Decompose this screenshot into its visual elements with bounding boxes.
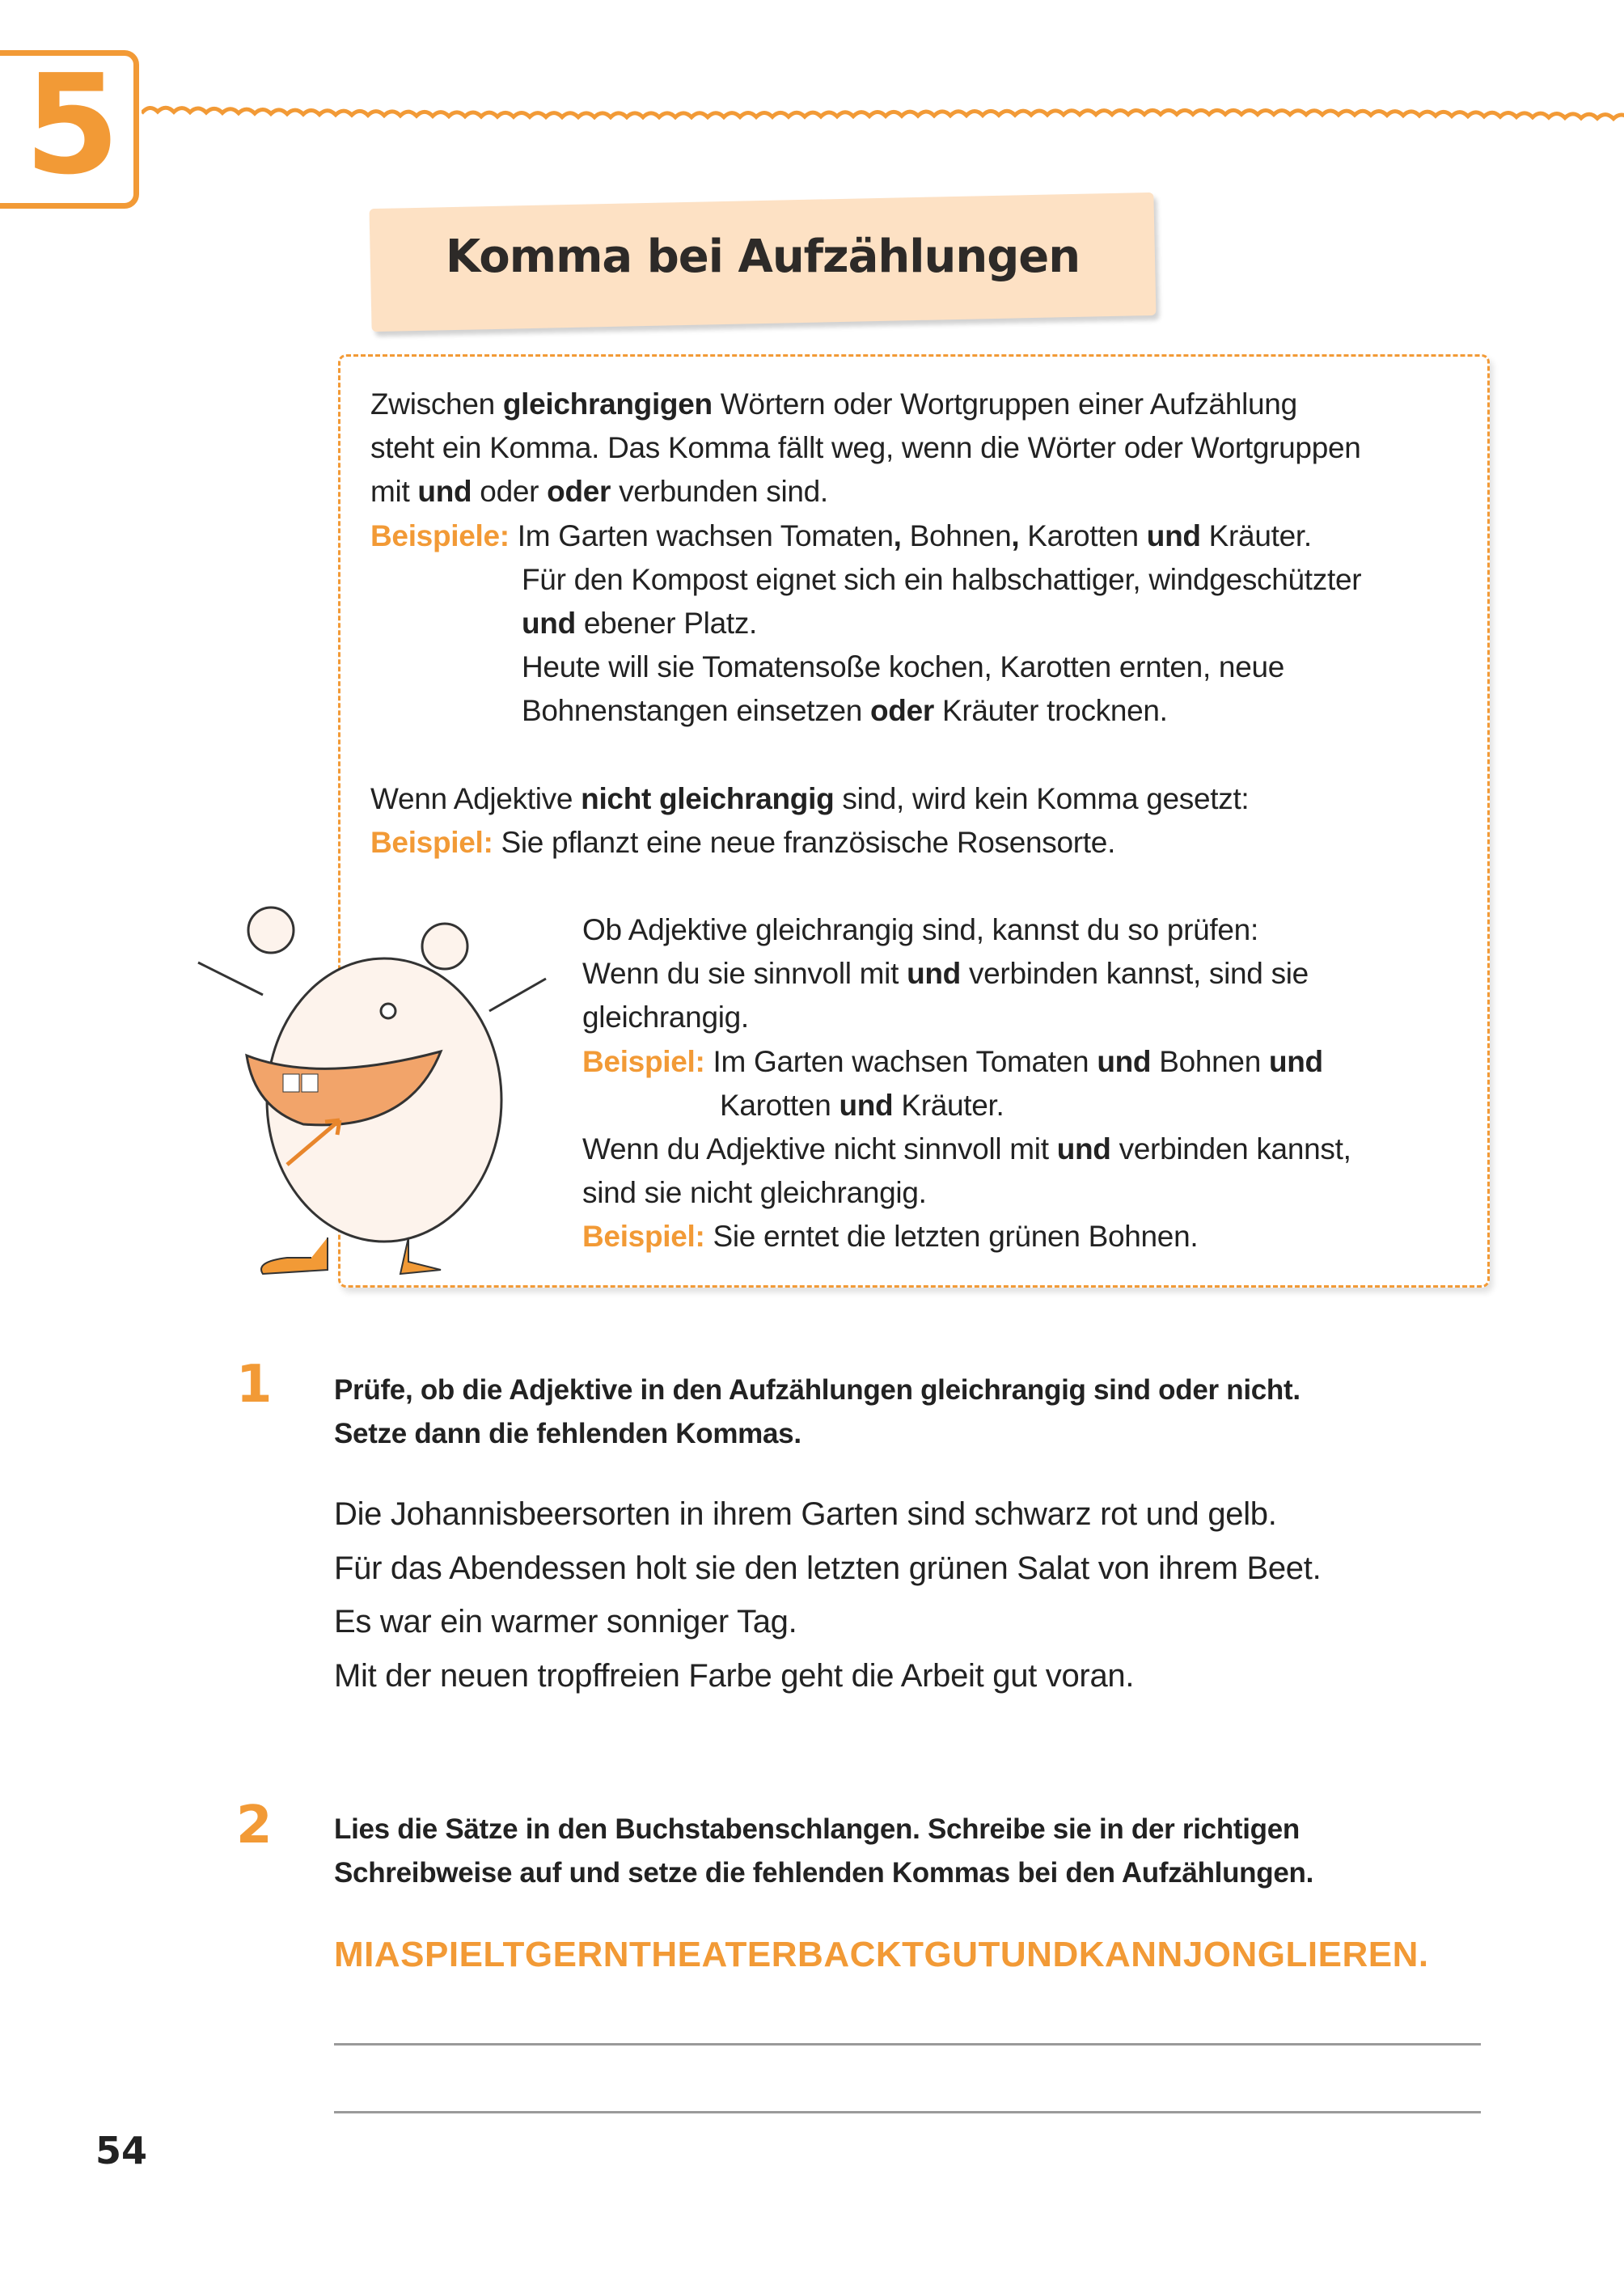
text-line	[522, 649, 1284, 685]
task-2-instruction: Schreibweise auf und setze die fehlenden Kommas bei den Aufzählungen.	[334, 1857, 1313, 1889]
task-1-sentence: Die Johannisbeersorten in ihrem Garten sind schwarz rot und gelb.	[334, 1496, 1277, 1532]
task-1-instruction: Setze dann die fehlenden Kommas.	[334, 1418, 801, 1449]
text-line	[582, 1000, 749, 1035]
bold-text: und	[1268, 1044, 1323, 1078]
task-1-instruction: Prüfe, ob die Adjektive in den Aufzählungen gleichrangig sind oder nicht.	[334, 1374, 1300, 1406]
text: Wenn du Adjektive nicht sinnvoll mit	[582, 1132, 1057, 1166]
monster-illustration	[166, 890, 586, 1286]
text-line	[582, 1044, 1323, 1080]
text: Zwischen	[370, 387, 503, 421]
text: Kräuter.	[893, 1088, 1004, 1122]
bold-text: oder	[869, 694, 934, 728]
bold-text: gleichrangigen	[502, 387, 713, 421]
example-label: Beispiel:	[370, 826, 493, 859]
text: Bohnen	[1151, 1044, 1269, 1078]
page-title: Komma bei Aufzählungen	[445, 231, 1081, 283]
text: ebener Platz.	[575, 607, 758, 640]
text: verbunden sind.	[611, 475, 828, 509]
text: Sie erntet die letzten grünen Bohnen.	[704, 1220, 1199, 1254]
text: Karotten	[1019, 518, 1147, 552]
text: Wenn du sie sinnvoll mit	[582, 957, 907, 991]
bold-text: und	[1146, 518, 1201, 552]
bold-text: und	[839, 1088, 894, 1122]
text-line	[582, 956, 1309, 992]
text: verbinden kannst,	[1110, 1132, 1351, 1166]
task-1-sentence: Es war ein warmer sonniger Tag.	[334, 1604, 797, 1639]
text: oder	[472, 475, 548, 509]
text: Ob Adjektive gleichrangig sind, kannst du so prüfen:	[582, 913, 1258, 946]
chapter-number: 5	[24, 45, 121, 205]
text: steht ein Komma. Das Komma fällt weg, wenn die Wörter oder Wortgruppen	[370, 431, 1361, 465]
text: Wörtern oder Wortgruppen einer Aufzählung	[712, 387, 1297, 421]
task-1-sentence: Mit der neuen tropffreien Farbe geht die Arbeit gut voran.	[334, 1658, 1135, 1694]
letter-snake: MIASPIELTGERNTHEATERBACKTGUTUNDKANNJONGLIEREN.	[334, 1935, 1429, 1974]
text-line	[370, 781, 1249, 817]
text: Kräuter trocknen.	[933, 694, 1168, 728]
text-line	[582, 1132, 1351, 1167]
text-line	[370, 825, 1115, 861]
task-2-number: 2	[236, 1796, 273, 1855]
text: mit	[370, 475, 418, 509]
bold-text: und	[522, 607, 576, 640]
task-1-sentence: Für das Abendessen holt sie den letzten grünen Salat von ihrem Beet.	[334, 1551, 1322, 1586]
bold-text: und	[1056, 1132, 1111, 1166]
text: Wenn Adjektive	[370, 781, 582, 815]
bold-text: ,	[893, 518, 902, 552]
writing-line[interactable]	[334, 2043, 1481, 2046]
text: sind sie nicht gleichrangig.	[582, 1176, 927, 1210]
text: Im Garten wachsen Tomaten	[704, 1044, 1097, 1078]
bold-text: nicht gleichrangig	[581, 781, 835, 815]
text-line	[370, 518, 1312, 554]
text-line	[720, 1088, 1004, 1123]
bold-text: und	[417, 475, 472, 509]
example-label: Beispiel:	[582, 1044, 705, 1078]
example-label: Beispiele:	[370, 518, 510, 552]
text: Im Garten wachsen Tomaten	[509, 518, 894, 552]
text: Heute will sie Tomatensoße kochen, Karotten ernten, neue	[522, 650, 1285, 684]
text-line	[522, 693, 1168, 729]
text: sind, wird kein Komma gesetzt:	[834, 781, 1250, 815]
text-line	[370, 474, 828, 510]
text: verbinden kannst, sind sie	[960, 957, 1309, 991]
wavy-line	[142, 108, 1624, 119]
bold-text: oder	[547, 475, 611, 509]
text-line	[582, 1175, 927, 1211]
text: Kräuter.	[1200, 518, 1312, 552]
text: Bohnenstangen einsetzen	[522, 694, 870, 728]
text: gleichrangig.	[582, 1001, 749, 1034]
bold-text: und	[907, 957, 961, 991]
text: Für den Kompost eignet sich ein halbschattiger, windgeschützter	[522, 562, 1362, 596]
text-line	[582, 912, 1258, 948]
text-line	[522, 562, 1361, 598]
page-number: 54	[95, 2129, 148, 2172]
text-line	[370, 430, 1361, 466]
wavy-divider	[142, 89, 1624, 137]
text: Bohnen	[901, 518, 1012, 552]
writing-line[interactable]	[334, 2111, 1481, 2113]
task-1-number: 1	[236, 1355, 273, 1415]
text: Karotten	[720, 1088, 839, 1122]
example-label: Beispiel:	[582, 1220, 705, 1254]
bold-text: ,	[1011, 518, 1020, 552]
bold-text: und	[1097, 1044, 1152, 1078]
text: Sie pflanzt eine neue französische Rosensorte.	[493, 826, 1116, 859]
text-line	[370, 387, 1297, 422]
task-2-instruction: Lies die Sätze in den Buchstabenschlangen. Schreibe sie in der richtigen	[334, 1813, 1300, 1845]
text-line	[522, 606, 757, 641]
text-line	[582, 1219, 1198, 1254]
